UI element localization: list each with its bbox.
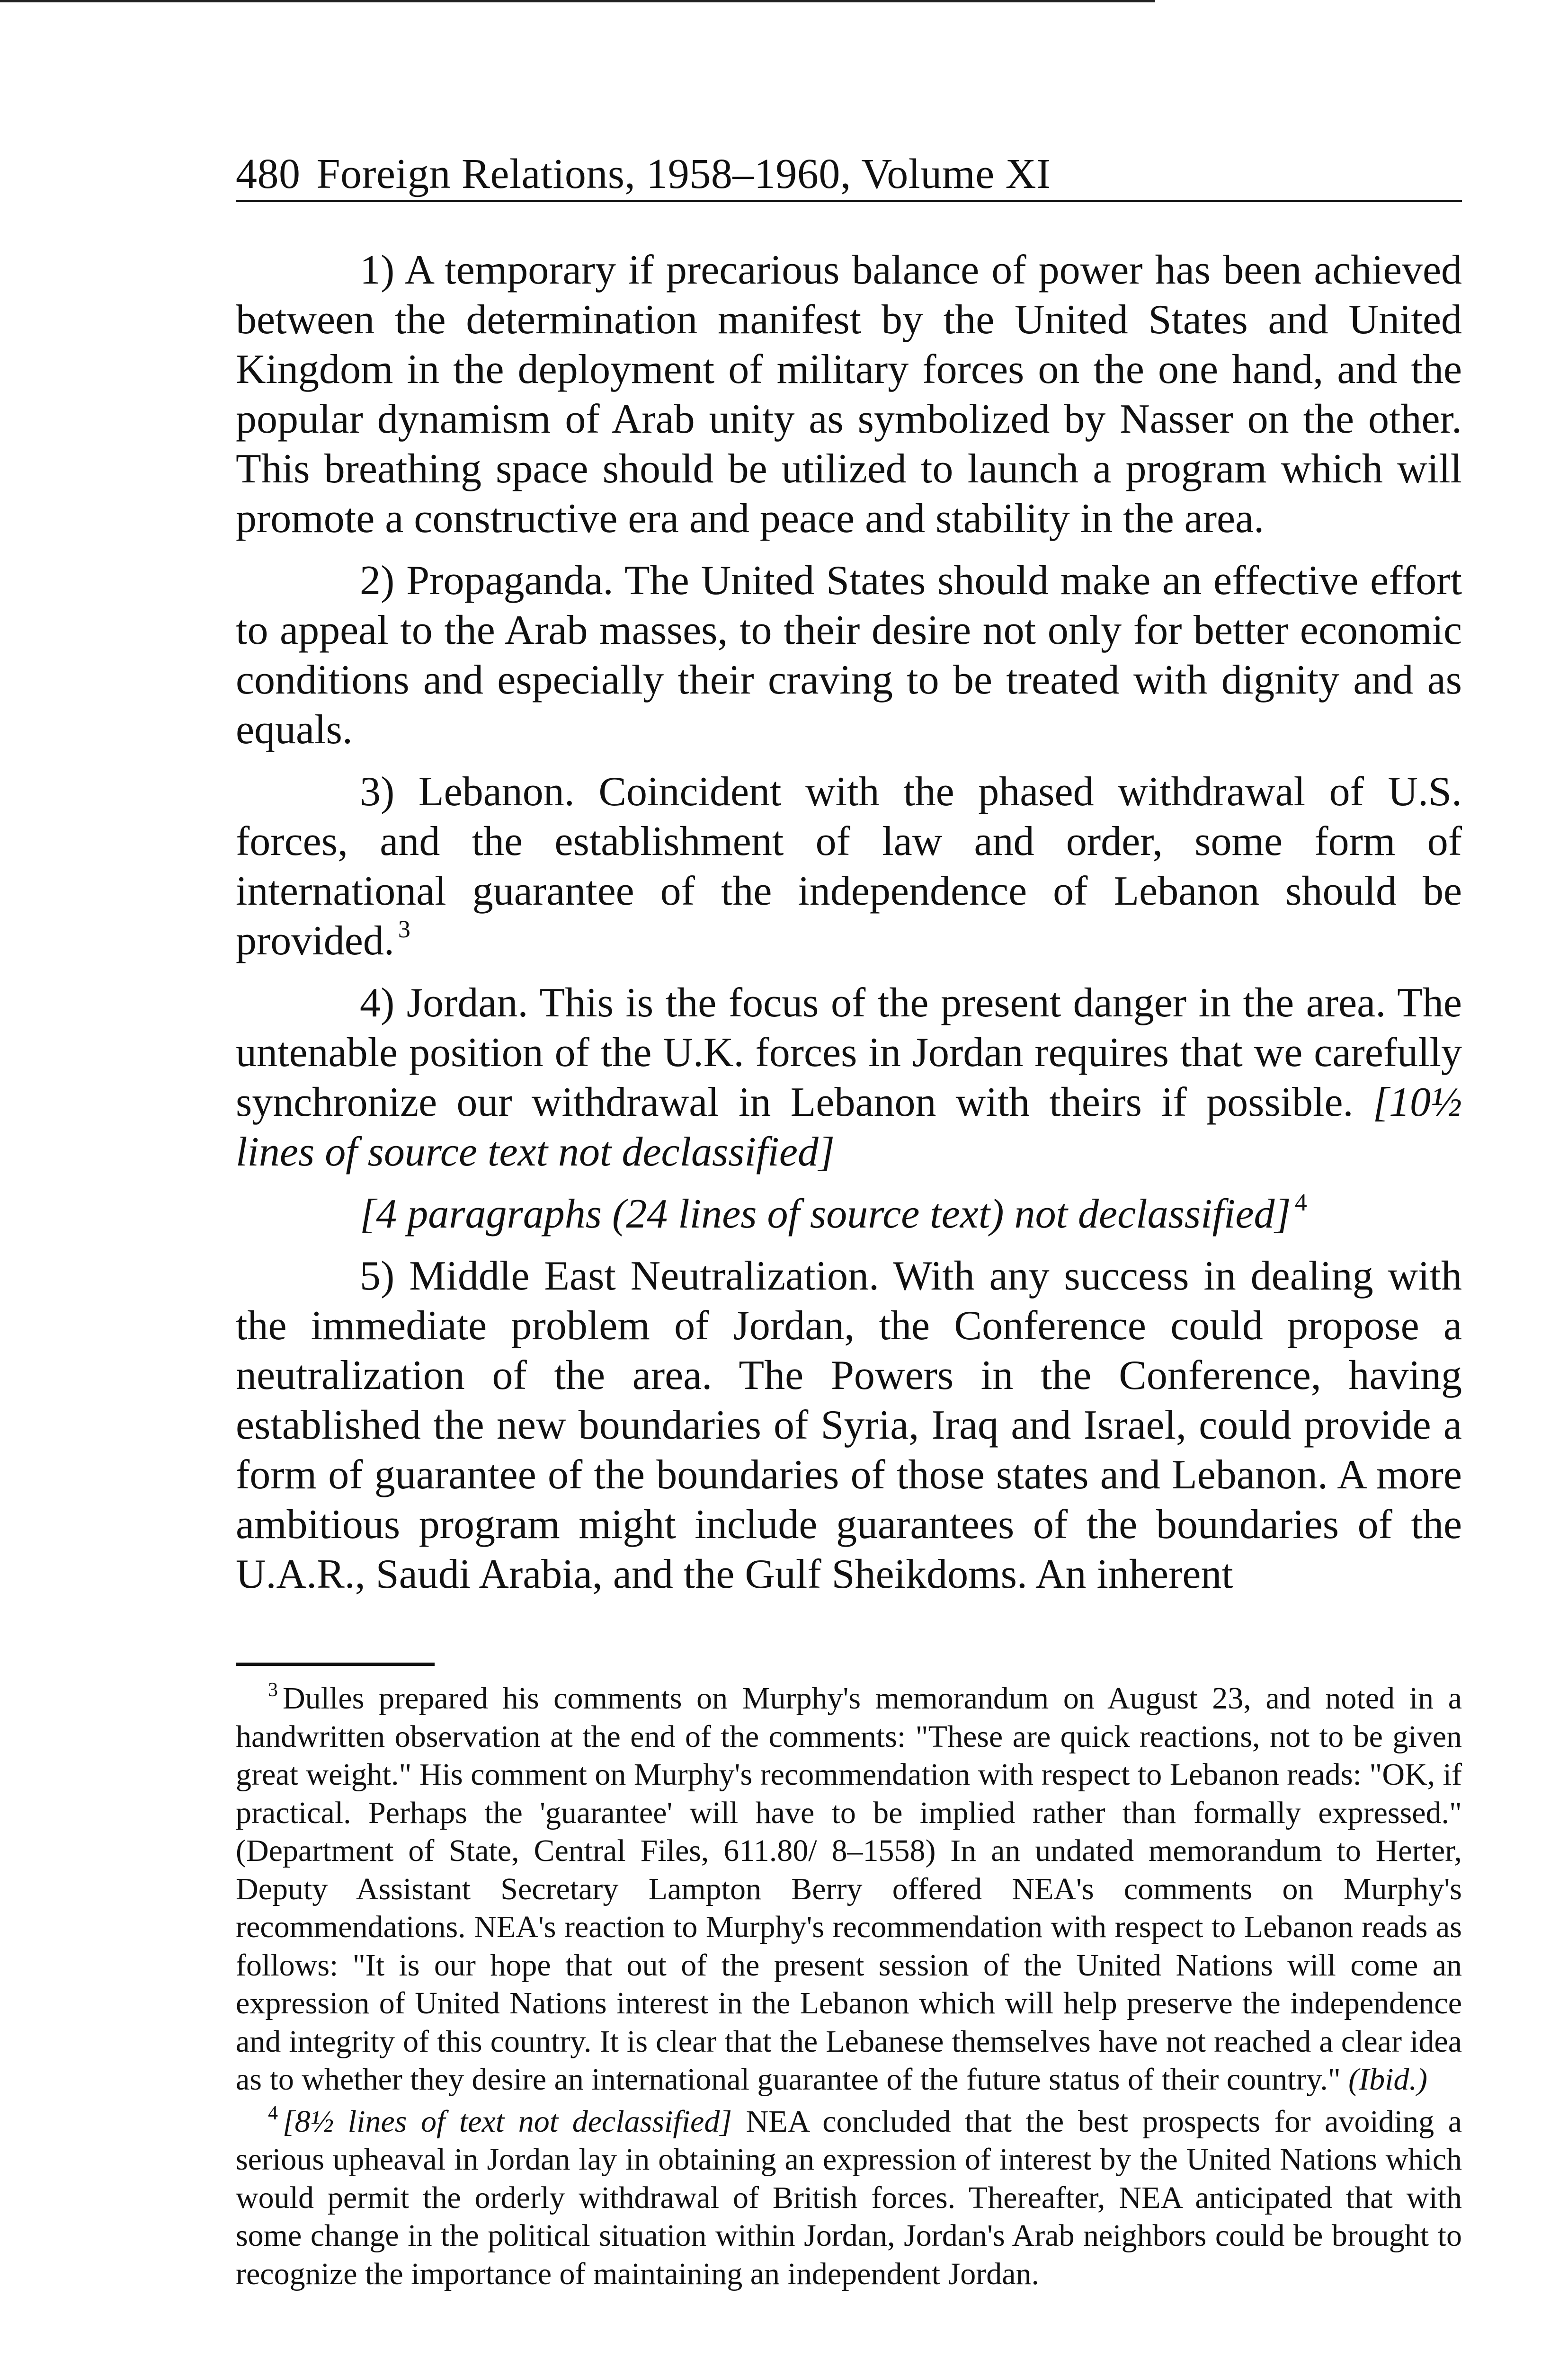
running-head bbox=[236, 151, 1462, 198]
footnote-4-text: NEA concluded that the best prospects for avoiding a serious upheaval in Jordan lay in obtaining an expression of interest by the United Nations which would permit the orderly withdrawal of British forces. Thereafter, NEA anticipated that with some change in the political situation within Jordan, Jordan's Arab neighbors could be brought to recognize the importance of maintaining an independent Jordan. bbox=[236, 2104, 1462, 2291]
footnotes bbox=[236, 1680, 1462, 2297]
paragraph-propaganda: 2) Propaganda. The United States should make an effective effort to appeal to the Arab masses, to their desire not only for better economic conditions and especially their craving to be treated with dignity and as equals. bbox=[236, 558, 1462, 753]
footnote-4-number: 4 bbox=[268, 2102, 278, 2124]
footnote-3-number: 3 bbox=[268, 1679, 278, 1701]
footnote-reference-4: 4 bbox=[1294, 1189, 1307, 1216]
running-head-title: Foreign Relations, 1958–1960, Volume XI bbox=[316, 151, 1051, 197]
paragraph-jordan-text: 4) Jordan. This is the focus of the present danger in the area. The untenable position of the U.K. forces in Jordan requires that we carefully synchronize our withdrawal in Lebanon with theirs if possible. bbox=[236, 980, 1462, 1125]
not-declassified-note: [10½ lines of source text not declassified] bbox=[236, 1079, 1462, 1175]
page-number: 480 bbox=[236, 151, 301, 197]
paragraph-not-declassified bbox=[236, 1189, 1462, 1239]
paragraph-jordan bbox=[236, 978, 1462, 1177]
not-declassified-paragraphs-note: [4 paragraphs (24 lines of source text) not declassified] bbox=[360, 1191, 1291, 1237]
paragraph-lebanon bbox=[236, 767, 1462, 966]
paragraph-lebanon-text: 3) Lebanon. Coincident with the phased withdrawal of U.S. forces, and the establishment of law and order, some form of international guarantee of the independence of Lebanon should be provided. bbox=[236, 769, 1462, 964]
footnote-3-ibid: (Ibid.) bbox=[1348, 2062, 1427, 2097]
footnote-3-text: Dulles prepared his comments on Murphy's memorandum on August 23, and noted in a handwritten observation at the end of the comments: "These are quick reactions, not to be given great weight." His comment on Murphy's recommendation with respect to Lebanon reads: "OK, if practical. Perhaps the 'guarantee' will have to be implied rather than formally expressed." (Department of State, Central Files, 611.80/ 8–1558) In an undated memorandum to Herter, Deputy Assistant Secretary Lampton Berry offered NEA's comments on Murphy's recommendations. NEA's reaction to Murphy's recommendation with respect to Lebanon reads as follows: "It is our hope that out of the present session of the United Nations will come an expression of United Nations interest in the Lebanon which will help preserve the independence and integrity of this country. It is clear that the Lebanese themselves have not reached a clear idea as to whether they desire an international guarantee of the future status of their country." bbox=[236, 1681, 1462, 2097]
running-head-rule bbox=[236, 200, 1462, 202]
footnote-3 bbox=[236, 1680, 1462, 2099]
body-text bbox=[236, 245, 1462, 1611]
top-edge-rule bbox=[0, 0, 1155, 2]
footnote-separator bbox=[236, 1663, 435, 1666]
footnote-4 bbox=[236, 2103, 1462, 2294]
footnote-4-not-declassified: [8½ lines of text not declassified] bbox=[283, 2104, 732, 2139]
paragraph-balance-of-power: 1) A temporary if precarious balance of power has been achieved between the determination manifest by the United States and United Kingdom in the deployment of military forces on the one hand, and the popular dynamism of Arab unity as symbolized by Nasser on the other. This breathing space should be utilized to launch a program which will promote a constructive era and peace and stability in the area. bbox=[236, 247, 1462, 542]
paragraph-neutralization: 5) Middle East Neutralization. With any success in dealing with the immediate problem of Jordan, the Conference could propose a neutralization of the area. The Powers in the Conference, having established the new boundaries of Syria, Iraq and Israel, could provide a form of guarantee of the boundaries of those states and Lebanon. A more ambitious program might include guarantees of the boundaries of the U.A.R., Saudi Arabia, and the Gulf Sheikdoms. An inherent bbox=[236, 1253, 1462, 1597]
footnote-reference-3: 3 bbox=[398, 916, 410, 943]
